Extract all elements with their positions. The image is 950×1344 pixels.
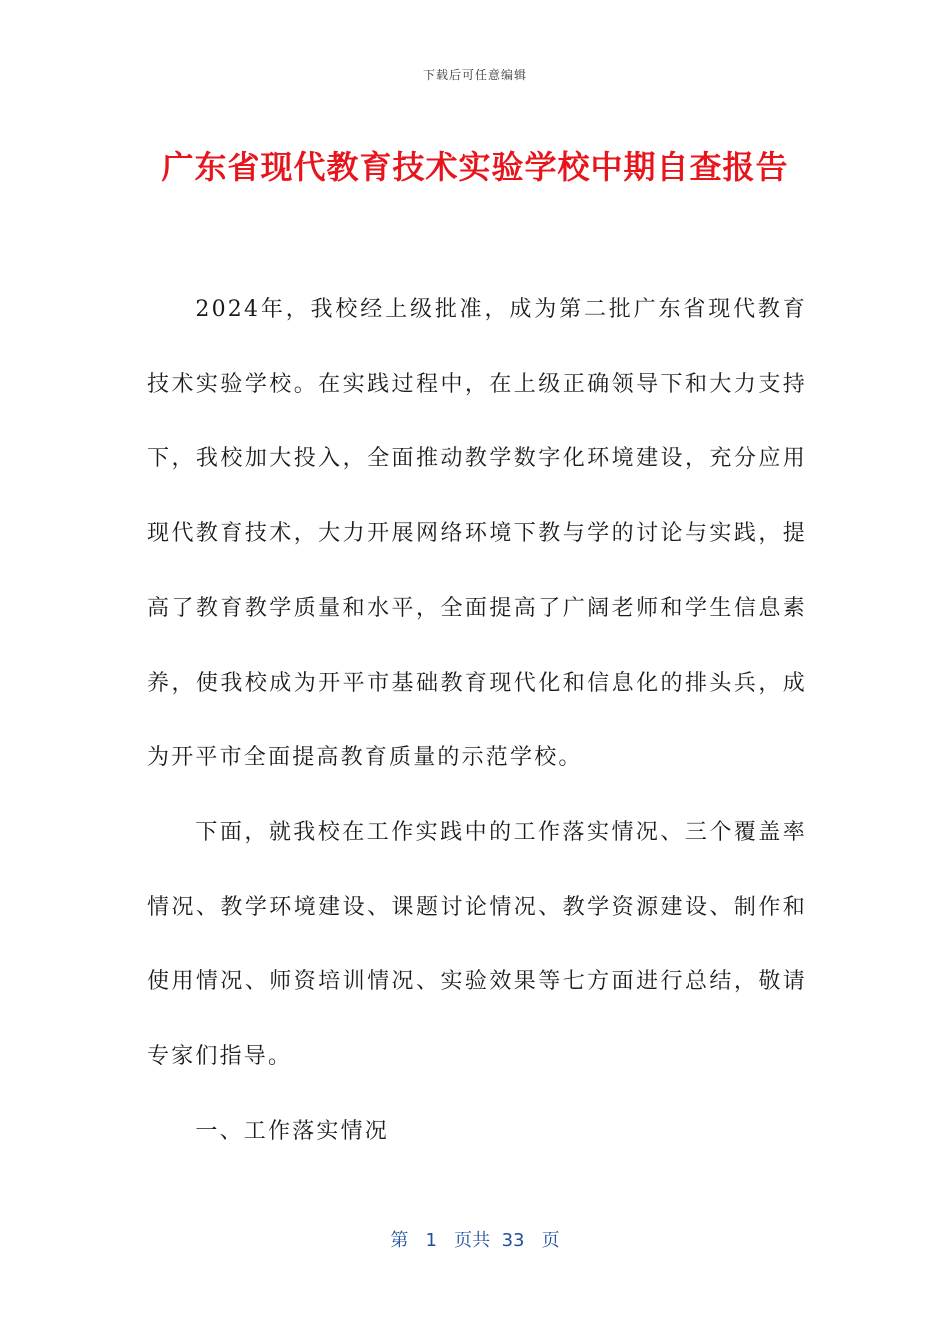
footer-current-page: 1	[425, 1230, 437, 1251]
footer-prefix: 第	[390, 1230, 409, 1251]
page-footer	[0, 1226, 950, 1252]
footer-middle: 页共	[454, 1230, 491, 1251]
section-heading-1: 一、工作落实情况	[195, 1118, 389, 1144]
document-body	[147, 273, 807, 1169]
paragraph-intro: 2024年，我校经上级批准，成为第二批广东省现代教育技术实验学校。在实践过程中，在上级正确领导下和大力支持下，我校加大投入，全面推动教学数字化环境建设，充分应用现代教育技术，大力开展网络环境下教与学的讨论与实践，提高了教育教学质量和水平，全面提高了广阔老师和学生信息素养，使我校成为开平市基础教育现代化和信息化的排头兵，成为开平市全面提高教育质量的示范学校。	[147, 297, 807, 771]
document-title: 广东省现代教育技术实验学校中期自查报告	[161, 148, 789, 186]
footer-suffix: 页	[541, 1230, 560, 1251]
header-note: 下载后可任意编辑	[422, 68, 527, 82]
paragraph-overview: 下面，就我校在工作实践中的工作落实情况、三个覆盖率情况、教学环境建设、课题讨论情况、教学资源建设、制作和使用情况、师资培训情况、实验效果等七方面进行总结，敬请专家们指导。	[147, 819, 807, 1070]
footer-total-pages: 33	[501, 1230, 525, 1251]
